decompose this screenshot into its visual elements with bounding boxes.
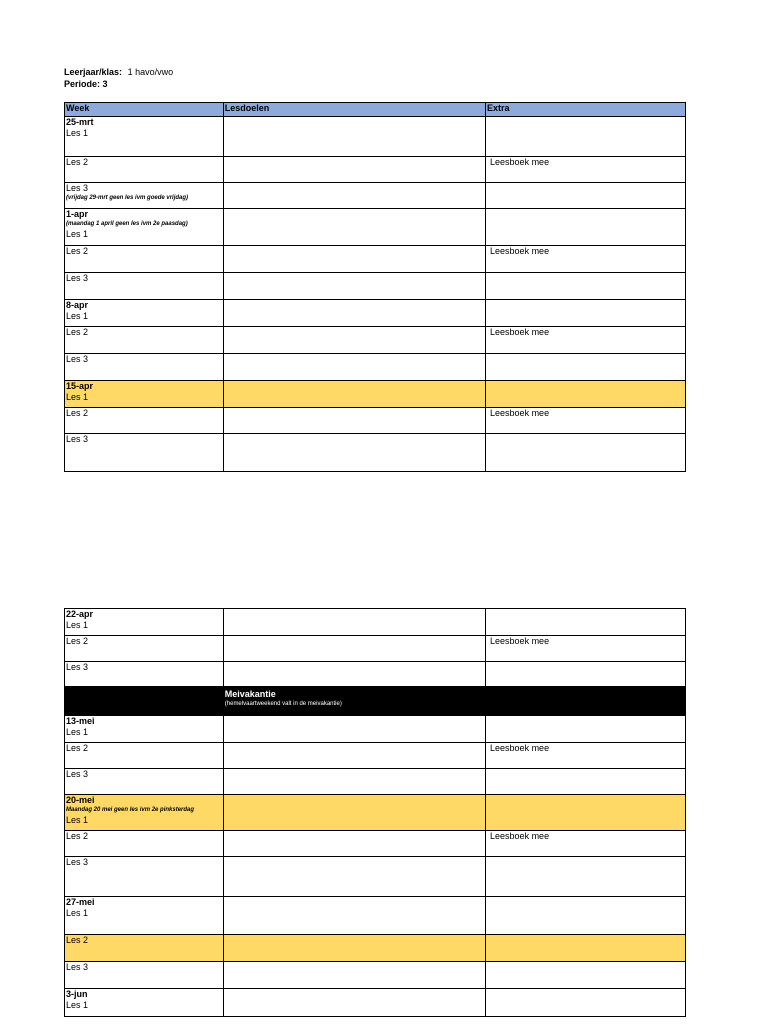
week-cell (65, 183, 224, 209)
extra-cell (486, 327, 686, 354)
extra-cell (486, 354, 686, 381)
extra-cell (486, 408, 686, 434)
lesdoelen-cell (223, 354, 485, 381)
week-cell (65, 300, 224, 327)
week-cell (65, 434, 224, 472)
lesdoelen-cell (223, 381, 485, 408)
lesdoelen-cell (223, 831, 485, 857)
lesdoelen-cell (223, 273, 485, 300)
week-date: 27-mei (66, 897, 95, 907)
lesdoelen-cell (223, 609, 485, 636)
vacation-title: Meivakantie (224, 689, 276, 699)
week-cell (65, 897, 224, 935)
lesson-label: Les 1 (66, 311, 89, 321)
lesdoelen-cell (223, 662, 485, 687)
lesson-label: Les 2 (66, 636, 89, 646)
lesson-label: Les 3 (66, 434, 89, 444)
week-cell (65, 716, 224, 743)
lesdoelen-cell (223, 117, 485, 157)
document-meta (64, 66, 173, 90)
table-row (65, 300, 686, 327)
table-row (65, 273, 686, 300)
lesdoelen-cell (223, 897, 485, 935)
week-date: 8-apr (66, 300, 89, 310)
header-week: Week (65, 103, 224, 117)
week-cell (65, 609, 224, 636)
extra-cell (486, 795, 686, 831)
lesson-label: Les 3 (66, 183, 89, 193)
week-cell (65, 743, 224, 769)
schedule-table-1 (64, 102, 686, 472)
extra-cell (486, 434, 686, 472)
lesdoelen-cell (223, 434, 485, 472)
week-cell (65, 857, 224, 897)
week-date: 15-apr (66, 381, 94, 391)
week-date: 1-apr (66, 209, 89, 219)
extra-note: Leesboek mee (490, 408, 550, 418)
lesdoelen-cell (223, 327, 485, 354)
week-cell (65, 795, 224, 831)
table-row (65, 381, 686, 408)
extra-note: Leesboek mee (490, 157, 550, 167)
extra-cell (486, 117, 686, 157)
extra-cell (486, 769, 686, 795)
lesdoelen-cell (223, 962, 485, 989)
year-line (64, 66, 173, 78)
lesson-label: Les 1 (66, 392, 89, 402)
extra-cell (486, 381, 686, 408)
table-row (65, 434, 686, 472)
lesson-label: Les 3 (66, 662, 89, 672)
extra-cell (486, 662, 686, 687)
week-cell (65, 935, 224, 962)
extra-cell (486, 300, 686, 327)
lesson-label: Les 1 (66, 1000, 89, 1010)
lesdoelen-cell (223, 743, 485, 769)
lesdoelen-cell (223, 183, 485, 209)
table-row (65, 354, 686, 381)
lesson-label: Les 3 (66, 857, 89, 867)
table-row (65, 687, 686, 716)
week-cell (65, 687, 224, 716)
extra-cell (486, 962, 686, 989)
lesdoelen-cell (223, 716, 485, 743)
lesdoelen-cell (223, 857, 485, 897)
lesson-label: Les 1 (66, 908, 89, 918)
lesson-label: Les 2 (66, 327, 89, 337)
table-row (65, 831, 686, 857)
week-note: Maandag 20 mei geen les ivm 2e pinksterdag (66, 807, 195, 813)
week-cell (65, 327, 224, 354)
lesson-label: Les 1 (66, 815, 89, 825)
lesdoelen-cell (223, 989, 485, 1017)
week-cell (65, 989, 224, 1017)
week-cell (65, 662, 224, 687)
year-value: 1 havo/vwo (127, 67, 174, 77)
table-row (65, 408, 686, 434)
table-row (65, 609, 686, 636)
week-date: 20-mei (66, 795, 95, 805)
table-row (65, 897, 686, 935)
extra-cell (486, 157, 686, 183)
week-cell (65, 209, 224, 246)
table-row (65, 769, 686, 795)
header-extra: Extra (486, 103, 686, 117)
extra-note: Leesboek mee (490, 743, 550, 753)
extra-cell (486, 831, 686, 857)
lesson-label: Les 2 (66, 831, 89, 841)
extra-cell (486, 687, 686, 716)
table-row (65, 795, 686, 831)
week-cell (65, 354, 224, 381)
table-row (65, 743, 686, 769)
lesdoelen-cell (223, 795, 485, 831)
week-cell (65, 769, 224, 795)
extra-note: Leesboek mee (490, 327, 550, 337)
lesson-label: Les 1 (66, 727, 89, 737)
table-row (65, 857, 686, 897)
extra-cell (486, 273, 686, 300)
lesson-label: Les 2 (66, 743, 89, 753)
lesdoelen-cell (223, 636, 485, 662)
week-cell (65, 962, 224, 989)
table-row (65, 327, 686, 354)
extra-cell (486, 935, 686, 962)
period-line (64, 78, 173, 90)
lesson-label: Les 3 (66, 769, 89, 779)
table-row (65, 962, 686, 989)
extra-cell (486, 857, 686, 897)
header-lesdoelen: Lesdoelen (223, 103, 485, 117)
table-row (65, 157, 686, 183)
extra-note: Leesboek mee (490, 246, 550, 256)
year-label: Leerjaar/klas: (64, 67, 123, 77)
week-date: 25-mrt (66, 117, 94, 127)
table-row (65, 117, 686, 157)
lesdoelen-cell (223, 935, 485, 962)
lesson-label: Les 2 (66, 157, 89, 167)
lesson-label: Les 2 (66, 408, 89, 418)
lesdoelen-cell (223, 300, 485, 327)
lesdoelen-cell (223, 246, 485, 273)
table-row (65, 662, 686, 687)
extra-note: Leesboek mee (490, 831, 550, 841)
lesson-label: Les 1 (66, 128, 89, 138)
week-cell (65, 117, 224, 157)
vacation-note: (hemelvaartweekend valt in de meivakantie) (224, 701, 342, 707)
table-row (65, 183, 686, 209)
week-date: 3-jun (66, 989, 88, 999)
lesson-label: Les 1 (66, 229, 89, 239)
week-cell (65, 157, 224, 183)
table-row (65, 209, 686, 246)
extra-cell (486, 743, 686, 769)
extra-cell (486, 636, 686, 662)
table-row (65, 716, 686, 743)
extra-cell (486, 609, 686, 636)
lesson-label: Les 3 (66, 962, 89, 972)
week-note: (maandag 1 april geen les ivm 2e paasdag) (66, 221, 188, 227)
extra-cell (486, 989, 686, 1017)
week-date: 13-mei (66, 716, 95, 726)
lesson-label: Les 1 (66, 620, 89, 630)
table-row (65, 989, 686, 1017)
lesson-label: Les 3 (66, 273, 89, 283)
schedule-table-2 (64, 608, 686, 1017)
lesson-label: Les 3 (66, 354, 89, 364)
table-header-row (65, 103, 686, 117)
extra-cell (486, 209, 686, 246)
week-date: 22-apr (66, 609, 94, 619)
extra-cell (486, 897, 686, 935)
lesdoelen-cell (223, 769, 485, 795)
week-note: (vrijdag 29-mrt geen les ivm goede vrijdag) (66, 195, 189, 201)
lesdoelen-cell (223, 408, 485, 434)
week-cell (65, 636, 224, 662)
vacation-cell (223, 687, 485, 716)
table-row (65, 935, 686, 962)
week-cell (65, 381, 224, 408)
week-cell (65, 831, 224, 857)
extra-cell (486, 246, 686, 273)
period-label: Periode: 3 (64, 79, 108, 89)
table-row (65, 246, 686, 273)
lesson-label: Les 2 (66, 246, 89, 256)
lesson-label: Les 2 (66, 935, 89, 945)
week-cell (65, 273, 224, 300)
table-row (65, 636, 686, 662)
extra-cell (486, 716, 686, 743)
extra-note: Leesboek mee (490, 636, 550, 646)
week-cell (65, 408, 224, 434)
lesdoelen-cell (223, 157, 485, 183)
week-cell (65, 246, 224, 273)
extra-cell (486, 183, 686, 209)
lesdoelen-cell (223, 209, 485, 246)
